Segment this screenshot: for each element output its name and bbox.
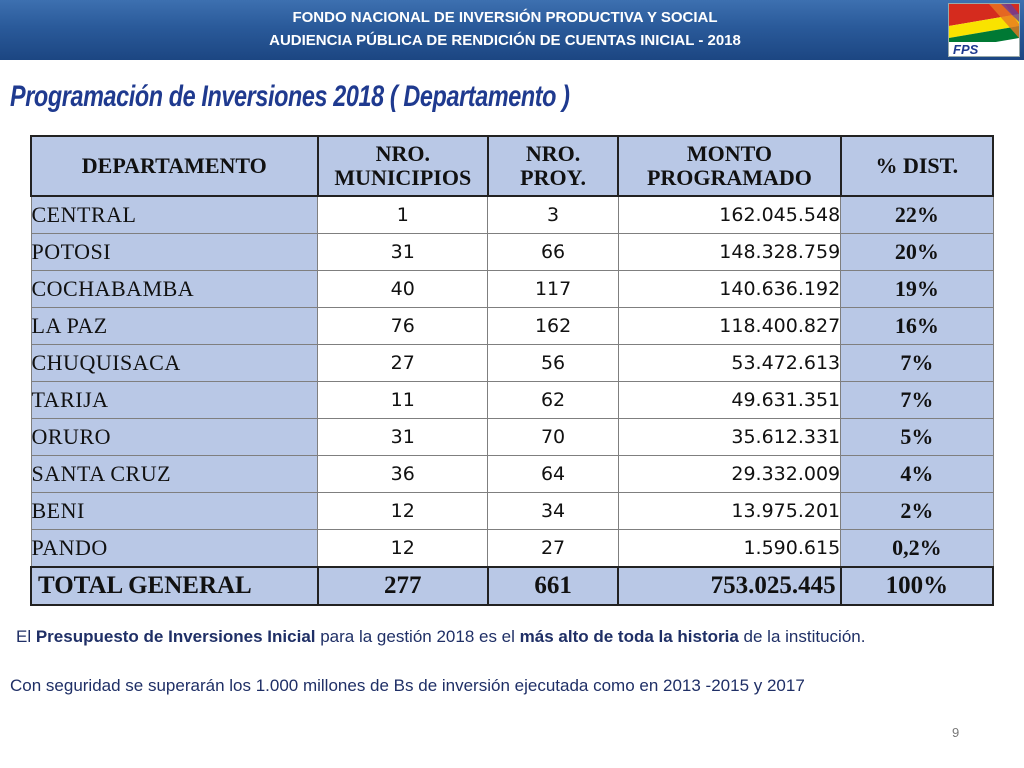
cell-monto: 53.472.613 bbox=[618, 345, 840, 382]
total-distribucion: 100% bbox=[841, 567, 993, 605]
cell-distribucion: 22% bbox=[841, 196, 993, 234]
cell-departamento: PANDO bbox=[31, 530, 318, 568]
table-row bbox=[31, 234, 993, 271]
cell-distribucion: 0,2% bbox=[841, 530, 993, 568]
cell-municipios: 76 bbox=[318, 308, 488, 345]
cell-municipios: 12 bbox=[318, 530, 488, 568]
header-line-1: FONDO NACIONAL DE INVERSIÓN PRODUCTIVA Y SOCIAL bbox=[292, 9, 718, 26]
table-row bbox=[31, 382, 993, 419]
cell-municipios: 31 bbox=[318, 419, 488, 456]
cell-monto: 140.636.192 bbox=[618, 271, 840, 308]
cell-departamento: COCHABAMBA bbox=[31, 271, 318, 308]
header-distribucion: % DIST. bbox=[841, 136, 993, 196]
cell-proyectos: 70 bbox=[488, 419, 618, 456]
cell-distribucion: 19% bbox=[841, 271, 993, 308]
header-banner bbox=[0, 0, 1024, 60]
cell-municipios: 1 bbox=[318, 196, 488, 234]
cell-proyectos: 64 bbox=[488, 456, 618, 493]
cell-departamento: CHUQUISACA bbox=[31, 345, 318, 382]
cell-proyectos: 117 bbox=[488, 271, 618, 308]
table-row bbox=[31, 530, 993, 568]
total-row bbox=[31, 567, 993, 605]
investment-table bbox=[30, 135, 994, 606]
total-municipios: 277 bbox=[318, 567, 488, 605]
header-line-2: AUDIENCIA PÚBLICA DE RENDICIÓN DE CUENTAS INICIAL - 2018 bbox=[269, 32, 741, 49]
note-budget: El Presupuesto de Inversiones Inicial para la gestión 2018 es el más alto de toda la historia de la institución. bbox=[16, 627, 866, 646]
cell-proyectos: 162 bbox=[488, 308, 618, 345]
cell-departamento: ORURO bbox=[31, 419, 318, 456]
cell-distribucion: 7% bbox=[841, 382, 993, 419]
cell-municipios: 40 bbox=[318, 271, 488, 308]
cell-departamento: LA PAZ bbox=[31, 308, 318, 345]
table-row bbox=[31, 493, 993, 530]
cell-proyectos: 3 bbox=[488, 196, 618, 234]
cell-monto: 13.975.201 bbox=[618, 493, 840, 530]
cell-proyectos: 56 bbox=[488, 345, 618, 382]
table-row bbox=[31, 308, 993, 345]
cell-municipios: 11 bbox=[318, 382, 488, 419]
cell-departamento: SANTA CRUZ bbox=[31, 456, 318, 493]
total-label: TOTAL GENERAL bbox=[31, 567, 318, 605]
cell-municipios: 36 bbox=[318, 456, 488, 493]
cell-distribucion: 7% bbox=[841, 345, 993, 382]
header-text bbox=[0, 6, 1010, 52]
cell-departamento: CENTRAL bbox=[31, 196, 318, 234]
cell-distribucion: 5% bbox=[841, 419, 993, 456]
cell-distribucion: 2% bbox=[841, 493, 993, 530]
cell-monto: 1.590.615 bbox=[618, 530, 840, 568]
header-monto: MONTO PROGRAMADO bbox=[618, 136, 840, 196]
cell-departamento: POTOSI bbox=[31, 234, 318, 271]
note-execution: Con seguridad se superarán los 1.000 millones de Bs de inversión ejecutada como en 2013 -2015 y 2017 bbox=[10, 676, 805, 695]
cell-monto: 29.332.009 bbox=[618, 456, 840, 493]
header-departamento: DEPARTAMENTO bbox=[31, 136, 318, 196]
cell-proyectos: 27 bbox=[488, 530, 618, 568]
header-municipios: NRO. MUNICIPIOS bbox=[318, 136, 488, 196]
header-proyectos: NRO. PROY. bbox=[488, 136, 618, 196]
cell-proyectos: 62 bbox=[488, 382, 618, 419]
table-row bbox=[31, 419, 993, 456]
cell-distribucion: 4% bbox=[841, 456, 993, 493]
cell-departamento: BENI bbox=[31, 493, 318, 530]
cell-distribucion: 16% bbox=[841, 308, 993, 345]
cell-monto: 148.328.759 bbox=[618, 234, 840, 271]
fps-logo bbox=[948, 3, 1020, 57]
table-row bbox=[31, 271, 993, 308]
cell-proyectos: 34 bbox=[488, 493, 618, 530]
cell-distribucion: 20% bbox=[841, 234, 993, 271]
cell-departamento: TARIJA bbox=[31, 382, 318, 419]
cell-municipios: 12 bbox=[318, 493, 488, 530]
table-row bbox=[31, 345, 993, 382]
table-row bbox=[31, 196, 993, 234]
cell-monto: 162.045.548 bbox=[618, 196, 840, 234]
cell-proyectos: 66 bbox=[488, 234, 618, 271]
table-header-row bbox=[31, 136, 993, 196]
cell-municipios: 27 bbox=[318, 345, 488, 382]
cell-monto: 35.612.331 bbox=[618, 419, 840, 456]
logo-text: FPS bbox=[953, 42, 979, 56]
table-row bbox=[31, 456, 993, 493]
cell-municipios: 31 bbox=[318, 234, 488, 271]
total-proyectos: 661 bbox=[488, 567, 618, 605]
cell-monto: 49.631.351 bbox=[618, 382, 840, 419]
total-monto: 753.025.445 bbox=[618, 567, 840, 605]
page-number: 9 bbox=[952, 725, 960, 740]
page-title: Programación de Inversiones 2018 ( Departamento ) bbox=[10, 80, 570, 113]
cell-monto: 118.400.827 bbox=[618, 308, 840, 345]
